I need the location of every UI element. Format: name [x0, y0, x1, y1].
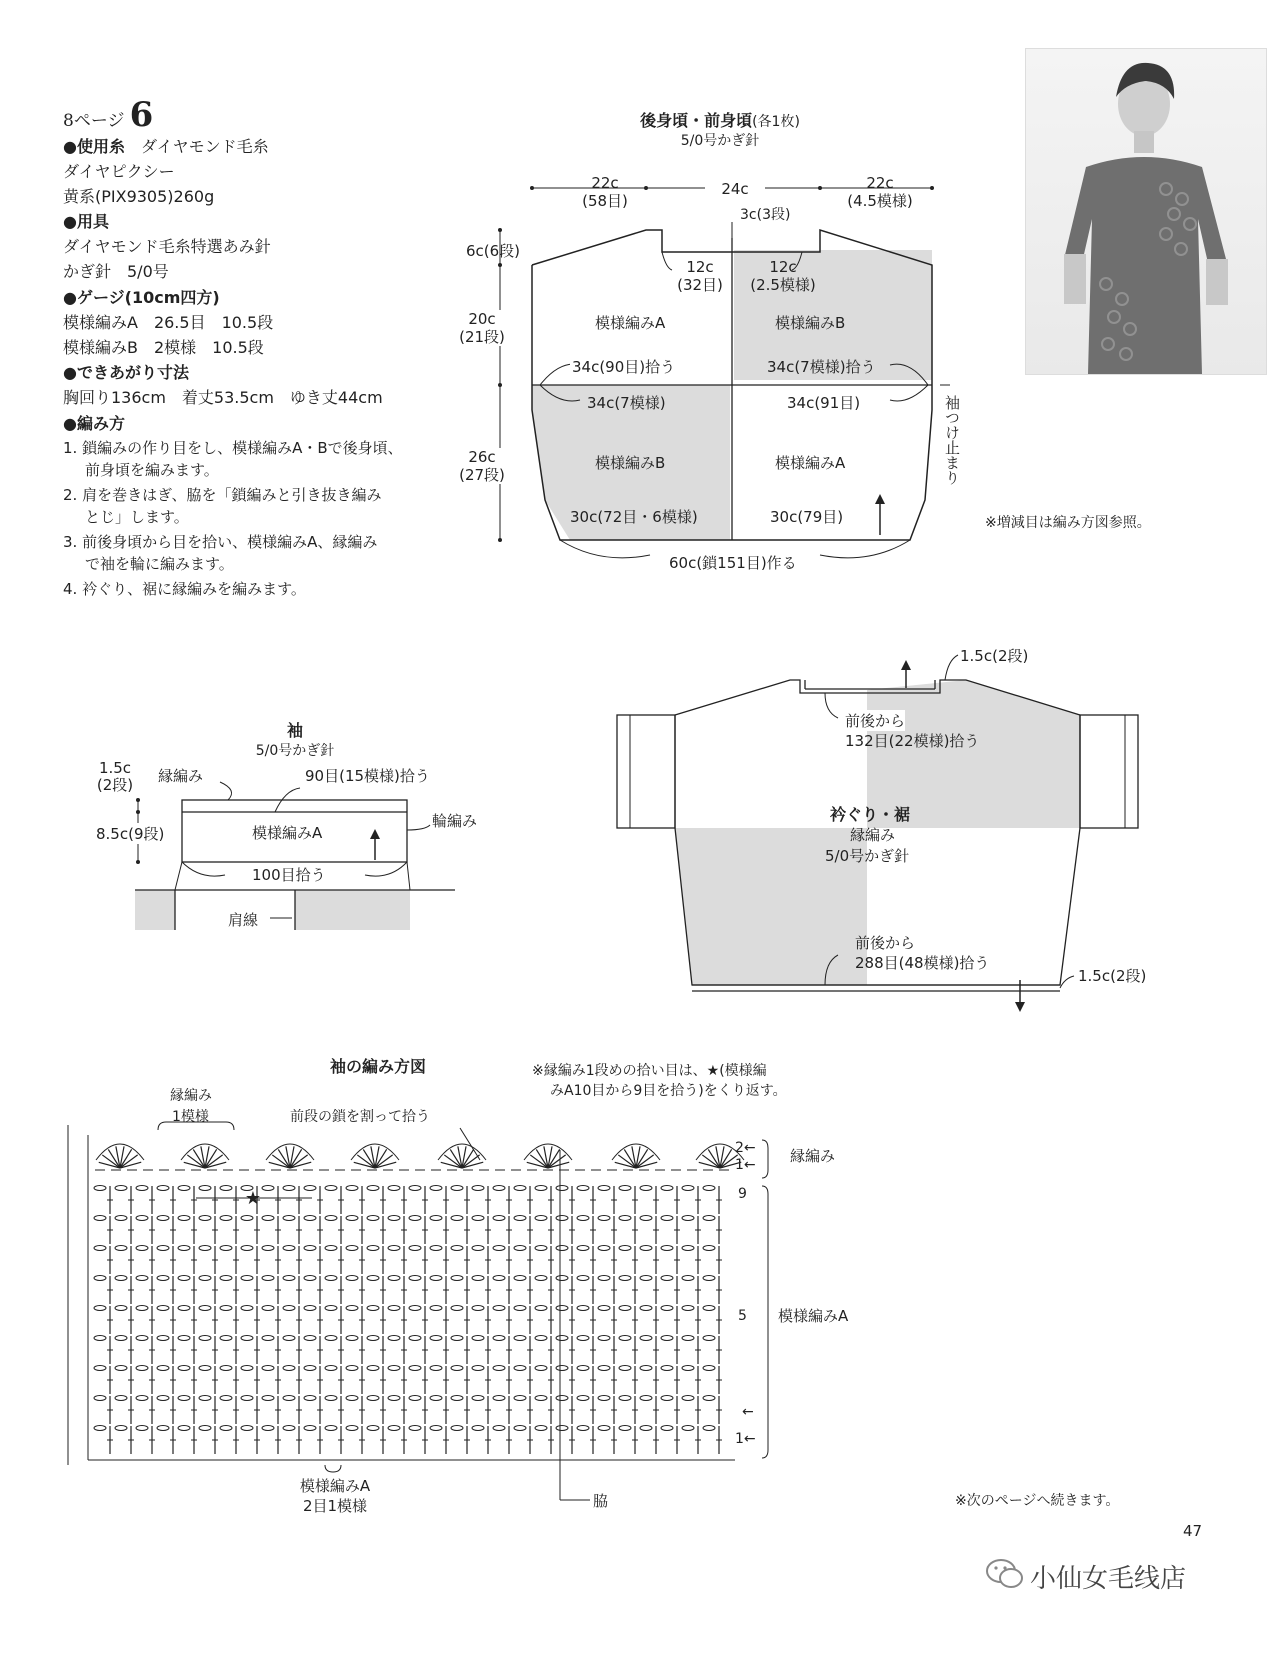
repeat-sub-label: 2目1模様 — [302, 1497, 368, 1515]
neck-depth-label: 3c(3段) — [740, 207, 791, 223]
width-right-label: 22c (4.5模様) — [835, 174, 925, 210]
neck-hem-edge-label: 縁編み — [850, 826, 896, 844]
mid-left-label: 34c(7模様) — [587, 394, 666, 412]
fan-shell-4 — [351, 1144, 399, 1168]
row-label-5: 5 — [738, 1308, 747, 1324]
page-ref-label: 8ページ — [63, 111, 125, 131]
pattern-row-1 — [94, 1426, 722, 1455]
sleeve-bottom-pick-label: 100目拾う — [252, 866, 326, 884]
neck-hem-hook: 5/0号かぎ針 — [825, 847, 910, 865]
prev-chain-label: 前段の鎖を割って拾う — [290, 1109, 430, 1125]
panel-top-left-label: 模様編みA — [595, 314, 666, 332]
repeat-label: 模様編みA — [299, 1477, 371, 1495]
pattern-row-3 — [94, 1366, 722, 1395]
yarn-name: ダイヤピクシー — [63, 162, 175, 181]
panel-top-right-label: 模様編みB — [775, 314, 846, 332]
sleeve-diagram-title: 袖 — [286, 721, 303, 740]
neck-edge-height: 1.5c(2段) — [960, 647, 1029, 665]
pattern-row-6 — [94, 1276, 722, 1305]
gauge-heading: ●ゲージ(10cm四方) — [63, 288, 220, 307]
step-2b: とじ」します。 — [85, 508, 189, 526]
yarn-color: 黄系(PIX9305)260g — [63, 187, 215, 206]
mid-right-label: 34c(91目) — [787, 394, 861, 412]
shoulder-height-label: 6c(6段) — [466, 242, 521, 260]
sleeve-diagram-hook: 5/0号かぎ針 — [255, 743, 335, 759]
chart-edge-label: 縁編み — [790, 1147, 836, 1165]
fan-shell-2 — [181, 1144, 229, 1168]
pattern-number: 6 — [129, 95, 154, 135]
sleeve-body-height: 8.5c(9段) — [96, 825, 165, 843]
tools-heading: ●用具 — [63, 212, 109, 231]
neck-hem-title: 衿ぐり・裾 — [830, 805, 911, 824]
fan-shell-7 — [612, 1144, 660, 1168]
size-heading: ●できあがり寸法 — [63, 363, 189, 382]
neck-right-repeats: (2.5模様) — [750, 276, 816, 294]
row-label-1b: 1← — [735, 1431, 756, 1447]
step-1b: 前身頃を編みます。 — [85, 461, 219, 479]
lower-height-rows: (27段) — [459, 466, 505, 484]
sleeve-edge-label: 縁編み — [158, 767, 204, 785]
sleeve-body-label: 模様編みA — [252, 824, 323, 842]
stitch-chart-title: 袖の編み方図 — [330, 1057, 427, 1076]
bottom-right-label: 30c(79目) — [770, 508, 844, 526]
method-heading: ●編み方 — [63, 414, 125, 433]
row-label-1: 1← — [735, 1157, 756, 1173]
body-diagram-note: ※増減目は編み方図参照。 — [985, 515, 1151, 531]
pattern-row-7 — [94, 1246, 722, 1275]
panel-bottom-right-label: 模様編みA — [775, 454, 846, 472]
hem-edge-height: 1.5c(2段) — [1078, 967, 1147, 985]
step-2a: 2. 肩を巻きはぎ、脇を「鎖編みと引き抜き編み — [63, 486, 382, 504]
gauge-line-2: 模様編みB 2模様 10.5段 — [63, 338, 264, 357]
continue-note: ※次のページへ続きます。 — [955, 1493, 1120, 1509]
cast-on-label: 60c(鎖151目)作る — [665, 552, 801, 573]
body-diagram-title-note: (各1枚) — [752, 114, 800, 130]
neck-left-label: 12c (32目) — [670, 258, 730, 294]
yarn-heading: ●使用糸 ダイヤモンド毛糸 — [63, 137, 269, 156]
hem-pick-label: 288目(48模様)拾う — [855, 954, 990, 972]
step-4: 4. 衿ぐり、裾に縁編みを編みます。 — [63, 580, 306, 598]
neck-pick-label: 132目(22模様)拾う — [845, 732, 980, 750]
bottom-left-label: 30c(72目・6模様) — [570, 508, 698, 526]
neck-from-label: 前後から — [845, 712, 906, 730]
row-label-9: 9 — [738, 1186, 747, 1202]
sleeve-stop-label: 袖つけ止まり — [943, 395, 961, 485]
pattern-row-4 — [94, 1336, 722, 1365]
sleeve-round-label: 輪編み — [432, 812, 478, 830]
watermark-text: 小仙女毛线店 — [1030, 1564, 1187, 1594]
pattern-row-5 — [94, 1306, 722, 1335]
wechat-logo-icon — [985, 1556, 1025, 1592]
width-mid-label: 24c — [705, 180, 765, 198]
fan-shell-3 — [266, 1144, 314, 1168]
edge-repeat-label: 1模様 — [172, 1109, 209, 1125]
row-label-2: 2← — [735, 1140, 756, 1156]
stitch-chart-note-2: みA10目から9目を拾う)をくり返す。 — [550, 1083, 787, 1099]
side-label: 脇 — [593, 1492, 609, 1510]
fan-shell-1 — [96, 1144, 144, 1168]
width-right-repeats: (4.5模様) — [847, 192, 913, 210]
sleeve-top-pick-label: 90目(15模様)拾う — [305, 767, 430, 785]
pattern-row-9 — [94, 1186, 722, 1215]
step-3a: 3. 前後身頃から目を拾い、模様編みA、縁編み — [63, 533, 378, 551]
pattern-row-8 — [94, 1216, 722, 1245]
pattern-row-2 — [94, 1396, 722, 1425]
upper-height-label: 20c (21段) — [452, 310, 512, 346]
step-1a: 1. 鎖編みの作り目をし、模様編みA・Bで後身頃、 — [63, 439, 403, 457]
shoulder-line-label: 肩線 — [228, 911, 259, 929]
neck-left-stitches: (32目) — [677, 276, 723, 294]
hem-from-label: 前後から — [855, 934, 916, 952]
neck-right-label: 12c (2.5模様) — [738, 258, 828, 294]
step-3b: で袖を輪に編みます。 — [85, 555, 234, 573]
pick-right-label: 34c(7模様)拾う — [767, 358, 876, 376]
gauge-line-1: 模様編みA 26.5目 10.5段 — [63, 313, 274, 332]
width-left-stitches: (58目) — [582, 192, 628, 210]
width-left-label: 22c (58目) — [570, 174, 640, 210]
body-diagram-title: 後身頃・前身頃(各1枚) — [640, 111, 800, 130]
tools-line-1: ダイヤモンド毛糸特選あみ針 — [63, 237, 271, 256]
tools-line-2: かぎ針 5/0号 — [63, 262, 169, 281]
row-arrow: ← — [742, 1404, 754, 1420]
pick-left-label: 34c(90目)拾う — [572, 358, 676, 376]
chart-pattern-label: 模様編みA — [778, 1307, 849, 1325]
lower-height-label: 26c (27段) — [452, 448, 512, 484]
sleeve-edge-rows: (2段) — [96, 776, 134, 794]
fan-shell-6 — [524, 1144, 572, 1168]
stitch-chart-note-1: ※縁編み1段めの拾い目は、★(模様編 — [532, 1063, 767, 1079]
size-line: 胸回り136cm 着丈53.5cm ゆき丈44cm — [63, 388, 383, 407]
body-diagram-hook: 5/0号かぎ針 — [680, 133, 760, 149]
yarn-brand: ダイヤモンド毛糸 — [140, 137, 269, 156]
fan-shell-5 — [438, 1144, 486, 1168]
upper-height-rows: (21段) — [459, 328, 505, 346]
star-marker: ★ — [244, 1188, 262, 1209]
page-number: 47 — [1183, 1522, 1203, 1540]
sleeve-edge-height: 1.5c (2段) — [96, 759, 134, 794]
panel-bottom-left-label: 模様編みB — [595, 454, 666, 472]
edge-label: 縁編み — [170, 1088, 212, 1104]
